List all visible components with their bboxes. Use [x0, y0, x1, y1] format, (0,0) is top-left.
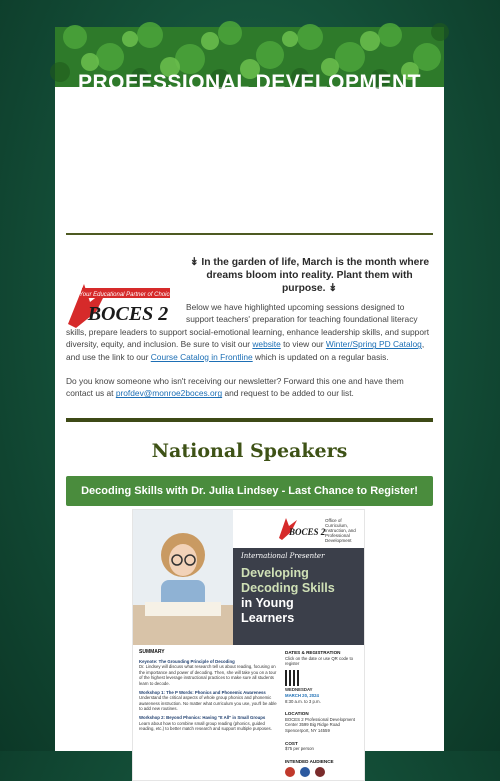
location-heading: LOCATION [285, 711, 309, 717]
catalog-link[interactable]: Winter/Spring PD Catalog [325, 339, 422, 350]
staff-icon [315, 767, 325, 777]
flyer-title-line-4: Learners [241, 611, 295, 625]
intro-quote [186, 256, 433, 295]
event-cost: $75 per person [285, 746, 314, 752]
event-location: BOCES 2 Professional Development Center 3599 Big Ridge Road Spencerport, NY 14559 [285, 716, 355, 733]
event-time: 8:30 a.m. to 3 p.m. [285, 698, 321, 704]
subscribe-text-b: and request to be added to our list. [224, 388, 354, 399]
leader-icon [300, 767, 310, 777]
student-photo [133, 510, 233, 645]
intro-section [55, 256, 444, 400]
summary-text-2: Understand the critical aspects of whole group phonics and phonemic awareness instruction. No matter what curriculum you use, you'll be able to add new routines. [139, 695, 277, 712]
flyer-title-line-1: Developing [241, 566, 309, 580]
summary-item-2: Workshop 1: The P Words: Phonics and Phonemic Awareness [139, 689, 266, 695]
flyer-title-line-3: in Young [241, 596, 294, 610]
dates-note: Click on the date or use QR code to register [285, 655, 354, 667]
cost-heading: COST [285, 740, 298, 746]
summary-text-1: Dr. Lindsey will discuss what research tell us about reading, focusing on the importance and power of decoding. Then, she will take you on a tour of the highest leverage instructional practices to make sure all students learn to decode. [139, 664, 277, 686]
intro-text-f: which is updated on a regular basis. [255, 351, 389, 362]
register-button[interactable]: Decoding Skills with Dr. Julia Lindsey - Last Chance to Register! [66, 476, 433, 506]
intro-line-3: skills, prepare leaders to support social-emotional learning, enhance leadership skills, and support diversity, equity, and inclusion. Be sure to visit our [66, 326, 430, 350]
divider [66, 233, 433, 235]
event-date[interactable]: MARCH 20, 2024 [285, 692, 319, 698]
event-day: WEDNESDAY [285, 687, 313, 693]
logo-tagline: Your Educational Partner of Choice [79, 292, 173, 298]
flyer-summary [133, 650, 285, 732]
section-title: National Speakers [151, 439, 348, 462]
summary-text-3: Learn about how to combine small group reading (phonics, guided reading, etc.) to better match research and support multiple purposes. [139, 720, 272, 732]
quote-line-2: dreams bloom into reality. Plant them with purpose. ↡ [206, 270, 413, 294]
intro-text-d: to view our [283, 339, 324, 350]
email-link[interactable]: profdev@monroe2boces.org [115, 388, 223, 399]
section-divider [66, 418, 433, 422]
website-link[interactable]: website [252, 339, 281, 350]
qr-code-icon[interactable] [285, 670, 301, 686]
summary-item-1: Keynote: The Grounding Principle of Decoding [139, 658, 235, 664]
audience-icons [285, 767, 361, 779]
svg-text:BOCES 2: BOCES 2 [289, 527, 326, 537]
subscribe-text-a: Do you know someone who isn't receiving our newsletter? Forward this one and have them contact us at [66, 376, 404, 399]
banner-title: PROFESSIONAL DEVELOPMENT [78, 71, 421, 94]
summary-item-3: Workshop 2: Beyond Phonics: Having "It All" in Small Groups [139, 714, 266, 720]
header-banner [55, 27, 444, 94]
flyer-title [241, 566, 361, 626]
flyer-org-line: Office of Curriculum, Instruction, and Professional Development [325, 518, 356, 543]
flyer-title-line-2: Decoding Skills [241, 581, 335, 595]
image-placeholder [55, 87, 444, 233]
intro-line-1: Below we have highlighted upcoming sessions designed to [186, 302, 405, 312]
flyer-details [285, 650, 361, 779]
logo-wordmark: BOCES 2 [87, 303, 169, 325]
summary-heading: SUMMARY [139, 649, 165, 655]
dates-heading: DATES & REGISTRATION [285, 650, 341, 655]
intro-line-2: support teachers' preparation for teaching foundational literacy [186, 314, 418, 325]
newsletter-card [55, 27, 444, 764]
audience-heading: INTENDED AUDIENCE [285, 758, 334, 764]
flyer-subtitle: International Presenter [241, 552, 325, 560]
boces2-logo [68, 284, 172, 330]
subscribe-paragraph [66, 375, 433, 400]
teacher-icon [285, 767, 295, 777]
quote-line-1: ↡ In the garden of life, March is the month where [189, 257, 430, 268]
intro-text-e: , and use the link to our [66, 339, 425, 362]
frontline-link[interactable]: Course Catalog in Frontline [150, 351, 253, 362]
event-flyer[interactable] [132, 509, 365, 781]
